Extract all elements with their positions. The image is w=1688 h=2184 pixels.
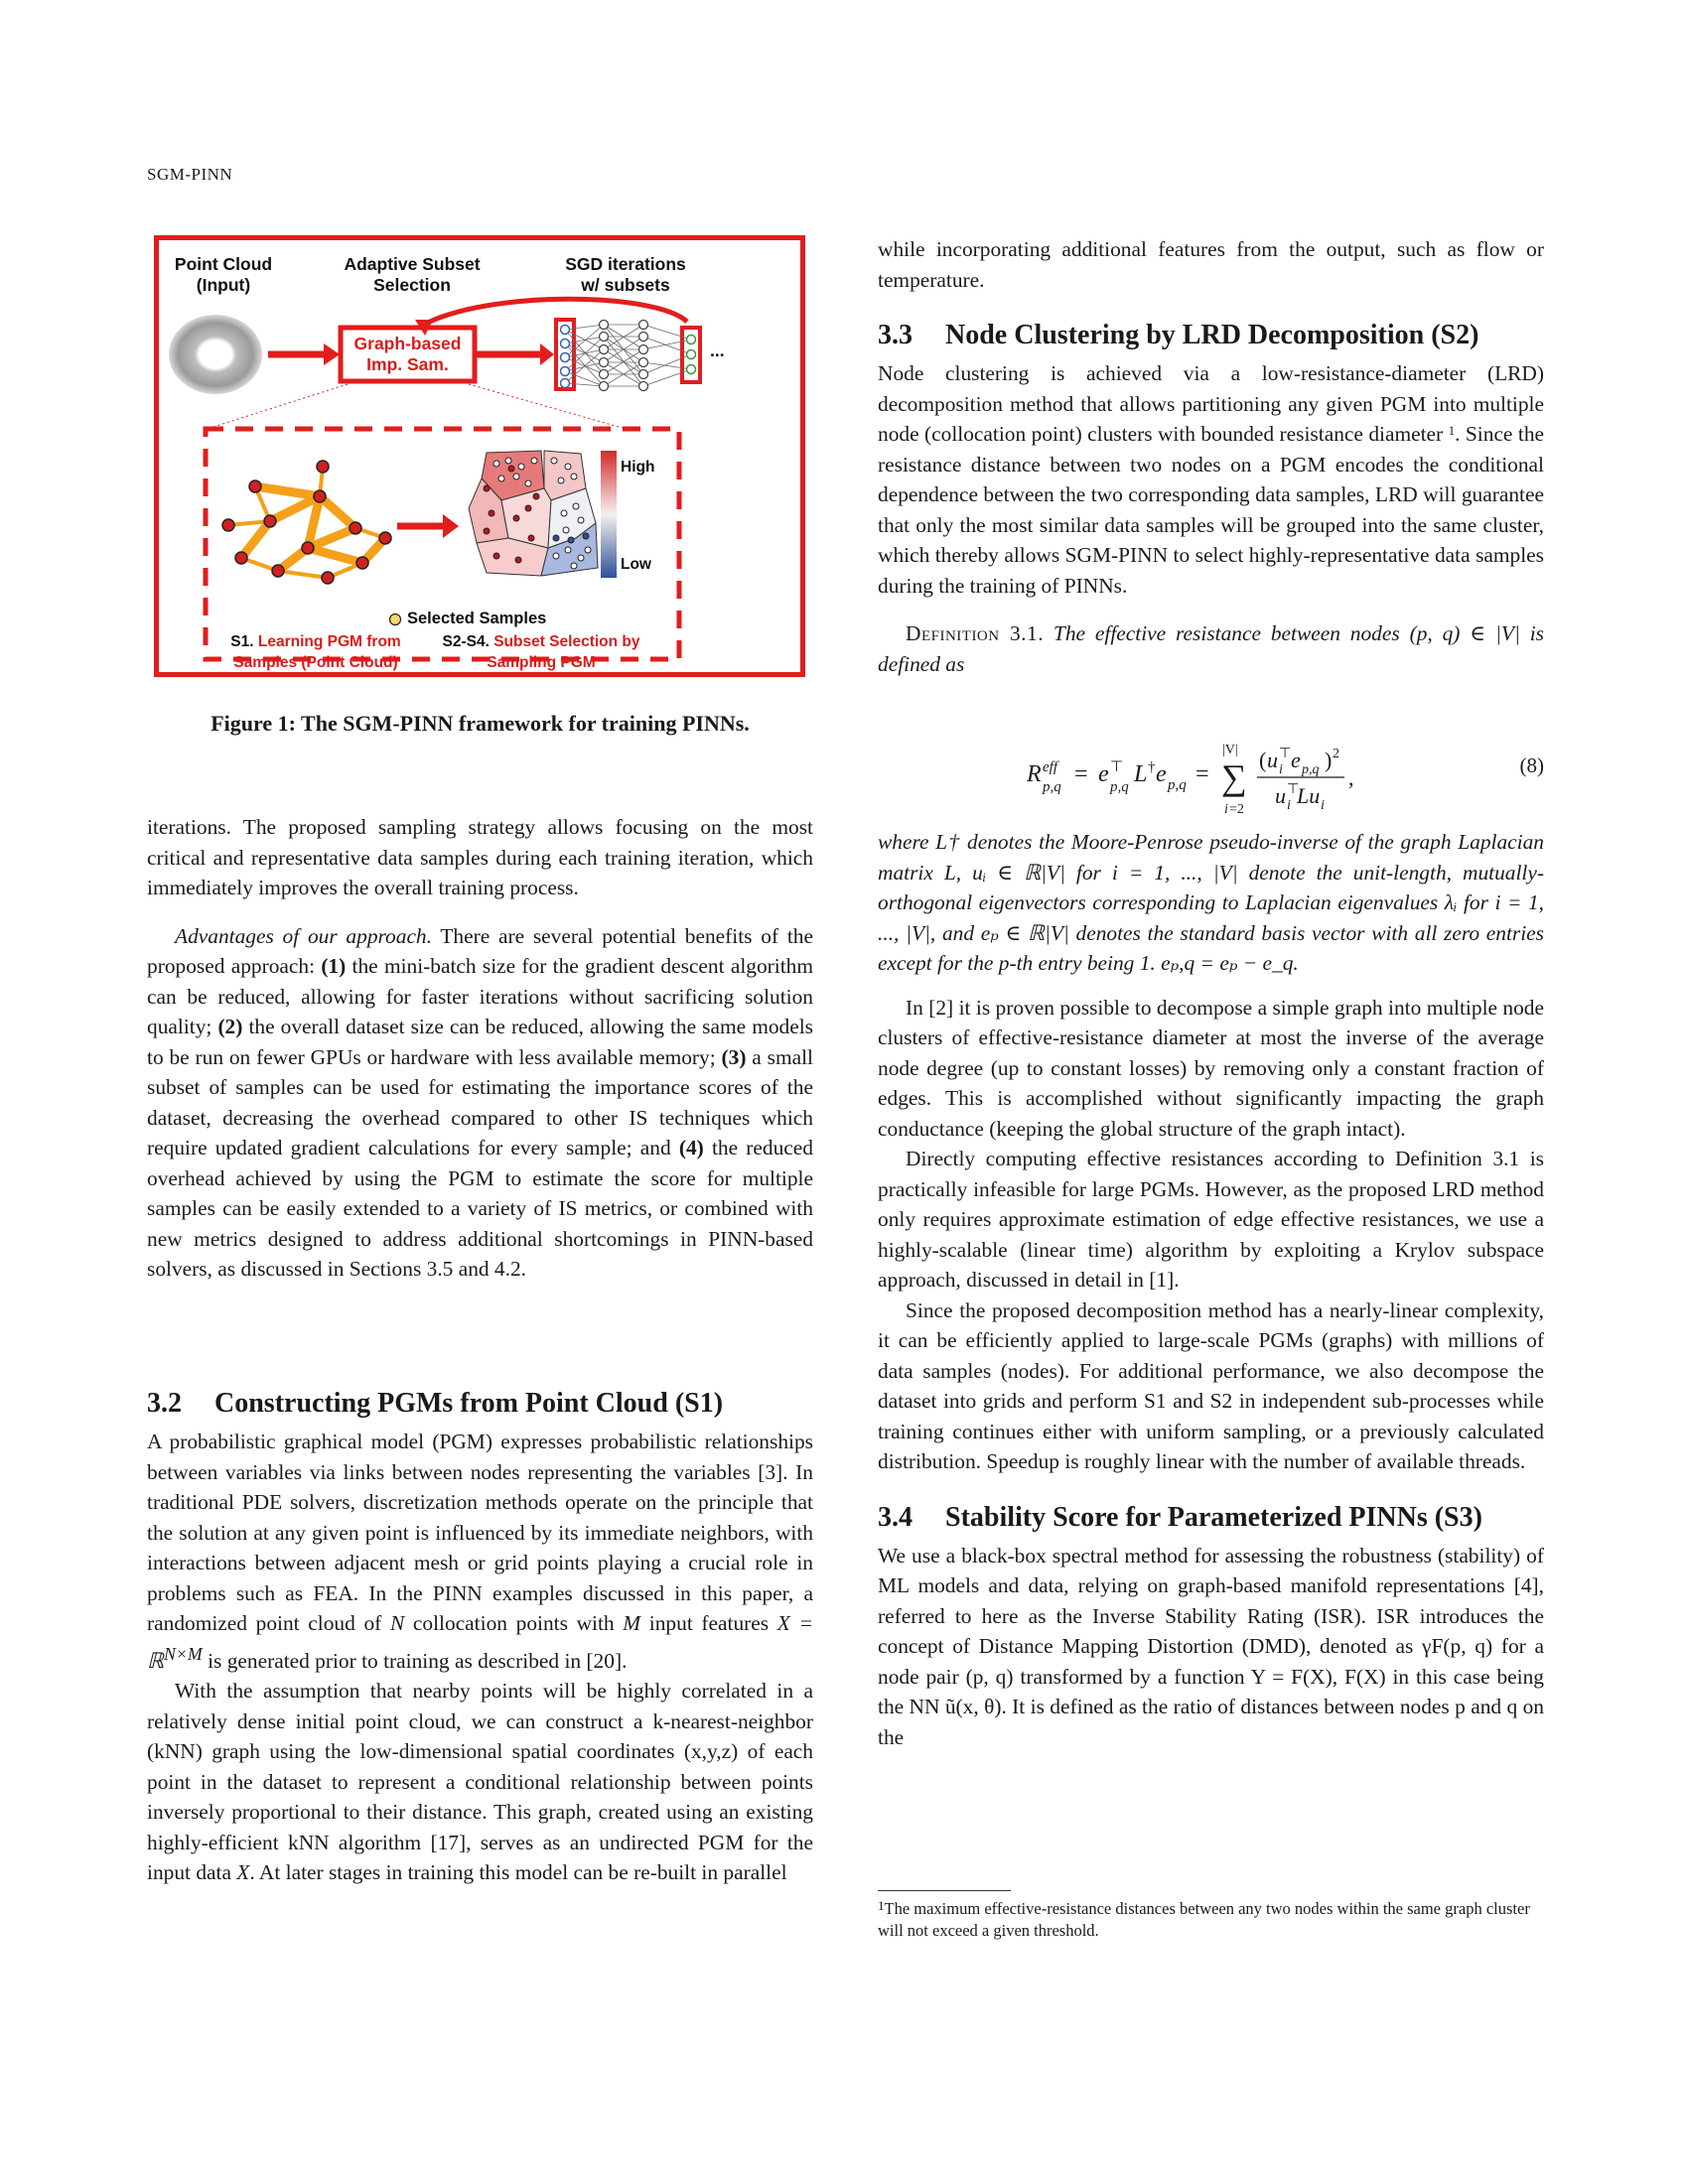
paragraph-where: where L† denotes the Moore-Penrose pseudo-inverse of the graph Laplacian matrix L, uᵢ ∈ ℝ|V| for i = 1, ..., |V| denote the unit-length, mutually-orthogonal eigenvectors corresponding to Laplacian eigenvalues λᵢ for i = 1, ..., |V|, and eₚ ∈ ℝ|V| denotes the standard basis vector with all zero entries except for the p-th entry being 1. eₚ,q = eₚ − e_q.	[878, 830, 1544, 975]
section-heading-3-2: 3.2 Constructing PGMs from Point Cloud (S1)	[147, 1388, 724, 1419]
svg-text:(: (	[1259, 748, 1267, 772]
svg-text:=: =	[1074, 761, 1088, 787]
svg-text:e: e	[1156, 761, 1167, 787]
definition-3-1: Definition 3.1. The effective resistance between nodes (p, q) ∈ |V| is defined as	[878, 621, 1544, 676]
footnote-rule	[878, 1890, 1011, 1891]
label-high: High	[621, 459, 655, 476]
section-3-2	[147, 1387, 813, 1888]
svg-text:L: L	[1134, 761, 1148, 787]
svg-text:∑: ∑	[1221, 757, 1247, 797]
heat-scale-bar	[601, 451, 617, 578]
figure-caption: Figure 1: The SGM-PINN framework for training PINNs.	[211, 711, 750, 736]
svg-text:,: ,	[1348, 765, 1354, 790]
paragraph-advantages: Advantages of our approach. There are several potential benefits of the proposed approach: (1) the mini-batch size for the gradient descent algorithm can be reduced, allowing for faster iterations without sacrificing solution quality; (2) the overall dataset size can be reduced, allowing the same models to be run on fewer GPUs or hardware with less available memory; (3) a small subset of samples can be used for estimating the importance scores of the dataset, decreasing the overhead compared to other IS techniques which require updated gradient calculations for every sample; and (4) the reduced overhead achieved by using the PGM to estimate the score for multiple samples can be easily extended to a variety of IS metrics, or combined with new metrics designed to address additional shortcomings in PINN-based solvers, as discussed in Sections 3.5 and 4.2.	[147, 923, 814, 1281]
svg-text:e: e	[1098, 761, 1109, 787]
svg-text:i: i	[1321, 798, 1325, 813]
right-column-top	[878, 234, 1544, 679]
section-heading-3-4: 3.4 Stability Score for Parameterized PINNs (S3)	[878, 1501, 1482, 1533]
svg-text:⊤: ⊤	[1279, 747, 1292, 761]
paragraph-since: Since the proposed decomposition method has a nearly-linear complexity, it can be efficiently applied to large-scale PGMs (graphs) with millions of data samples (nodes). For additional performance, we also decompose the dataset into grids and perform S1 and S2 in independent sub-processes while training continues either with uniform sampling, or a previously calculated distribution. Speedup is roughly linear with the number of available threads.	[878, 1297, 1544, 1473]
svg-text:i: i	[1279, 762, 1283, 777]
paragraph-knn: With the assumption that nearby points will be highly correlated in a relatively dense initial point cloud, we can construct a k-nearest-neighbor (kNN) graph using the low-dimensional spatial coordinates (x,y,z) of each point in the dataset to represent a conditional relationship between points inversely proportional to their distance. This graph, created using an existing highly-efficient kNN algorithm [17], serves as an undirected PGM for the input data X. At later stages in training this model can be re-built in parallel	[147, 1679, 813, 1885]
clustered-samples-icon	[469, 451, 598, 576]
label-sgd-iterations: SGD iterations w/ subsets	[565, 254, 686, 295]
svg-text:=: =	[1196, 761, 1209, 787]
left-column	[147, 812, 813, 1285]
paragraph-iterations: iterations. The proposed sampling strategy allows focusing on the most critical and representative data samples during each training iteration, which immediately improves the overall training process.	[147, 815, 813, 899]
label-adaptive-subset: Adaptive Subset Selection	[344, 254, 481, 295]
pgm-graph-icon	[222, 461, 391, 584]
svg-text:2: 2	[1333, 747, 1339, 761]
label-ellipsis: ...	[710, 341, 725, 360]
svg-text:|V|: |V|	[1222, 743, 1238, 757]
svg-text:u: u	[1267, 748, 1278, 772]
svg-text:eff: eff	[1043, 759, 1057, 775]
equation-graphic	[1027, 730, 1583, 819]
running-head: SGM-PINN	[147, 165, 233, 184]
paragraph-pgm: A probabilistic graphical model (PGM) expresses probabilistic relationships between variables via links between nodes representing the variables [3]. In traditional PDE solvers, discretization methods operate on the principle that the solution at any given point is influenced by its immediate neighbors, with interactions between adjacent mesh or grid points playing a crucial role in problems such as FEA. In the PINN examples discussed in this paper, a randomized point cloud of N collocation points with M input features X = ℝ$^{N\times M}$ is generated prior to training as described in [20].	[147, 1430, 813, 1673]
paragraph-lrd: Node clustering is achieved via a low-resistance-diameter (LRD) decomposition method that allows partitioning any given PGM into multiple node (collocation point) clusters with bounded resistance diameter $^1$. Since the resistance distance between two nodes on a PGM encodes the conditional dependence between the two corresponding data samples, LRD will guarantee that only the most similar data samples will be grouped into the same cluster, which thereby allows SGM-PINN to select highly-representative data samples during the training of PINNs.	[878, 361, 1545, 598]
svg-text:⊤: ⊤	[1287, 782, 1300, 797]
figure-1	[154, 235, 805, 677]
svg-text:p,q: p,q	[1302, 762, 1320, 777]
svg-text:p,q: p,q	[1043, 779, 1061, 795]
paragraph-isr: We use a black-box spectral method for assessing the robustness (stability) of ML models and data, relying on graph-based manifold representations [4], referred to here as the Inverse Stability Rating (ISR). ISR introduces the concept of Distance Mapping Distortion (DMD), denoted as γF(p, q) for a node pair (p, q) transformed by a function Y = F(X), F(X) in this case being the NN ũ(x, θ). It is defined as the ratio of distances between nodes p and q on the	[878, 1543, 1544, 1749]
right-column-bottom	[878, 827, 1544, 1752]
figure-graphics	[159, 240, 800, 672]
label-graph-imp-sam: Graph-based Imp. Sam.	[353, 334, 462, 374]
footnote: $^1$The maximum effective-resistance distances between any two nodes within the same graph cluster will not exceed a given threshold.	[878, 1898, 1530, 1940]
label-s2-s4: S2-S4. Subset Selection by Sampling PGM	[442, 633, 640, 671]
svg-text:u: u	[1275, 783, 1286, 808]
label-point-cloud: Point Cloud (Input)	[174, 254, 273, 295]
paragraph-direct: Directly computing effective resistances according to Definition 3.1 is practically infeasible for large PGMs. However, as the proposed LRD method only requires approximate estimation of edge effective resistances, we use a highly-scalable (linear time) algorithm by exploiting a Krylov subspace approach, discussed in detail in [1].	[878, 1147, 1544, 1292]
svg-text:i: i	[1287, 798, 1291, 813]
svg-text:p,q: p,q	[1110, 779, 1129, 795]
svg-text:⊤: ⊤	[1110, 759, 1124, 775]
svg-text:Lu: Lu	[1297, 783, 1321, 808]
svg-text:†: †	[1148, 759, 1156, 775]
section-heading-3-3: 3.3 Node Clustering by LRD Decomposition (S2)	[878, 320, 1479, 350]
paragraph-decompose: In [2] it is proven possible to decompose a simple graph into multiple node clusters of effective-resistance diameter at most the inverse of the average node degree (up to constant losses) by removing only a constant fraction of edges. This is accomplished without significantly impacting the graph conductance (keeping the global structure of the graph intact).	[878, 995, 1544, 1141]
svg-text:p,q: p,q	[1168, 777, 1187, 793]
label-low: Low	[621, 556, 651, 573]
neural-network-icon	[556, 320, 700, 391]
svg-text:e: e	[1291, 748, 1301, 772]
svg-text:R: R	[1027, 761, 1042, 787]
svg-text:): )	[1325, 748, 1333, 772]
equation-number: (8)	[1519, 753, 1544, 777]
paragraph-continuation: while incorporating additional features from the output, such as flow or temperature.	[878, 237, 1544, 292]
label-s1: S1. Learning PGM from Samples (Point Cloud)	[230, 633, 401, 671]
label-selected-samples: Selected Samples	[407, 610, 547, 627]
svg-text:i: i	[1224, 802, 1228, 817]
svg-text:=2: =2	[1229, 802, 1244, 817]
equation-8	[878, 730, 1544, 819]
point-cloud-icon	[169, 315, 262, 394]
selected-sample-marker	[390, 614, 401, 625]
